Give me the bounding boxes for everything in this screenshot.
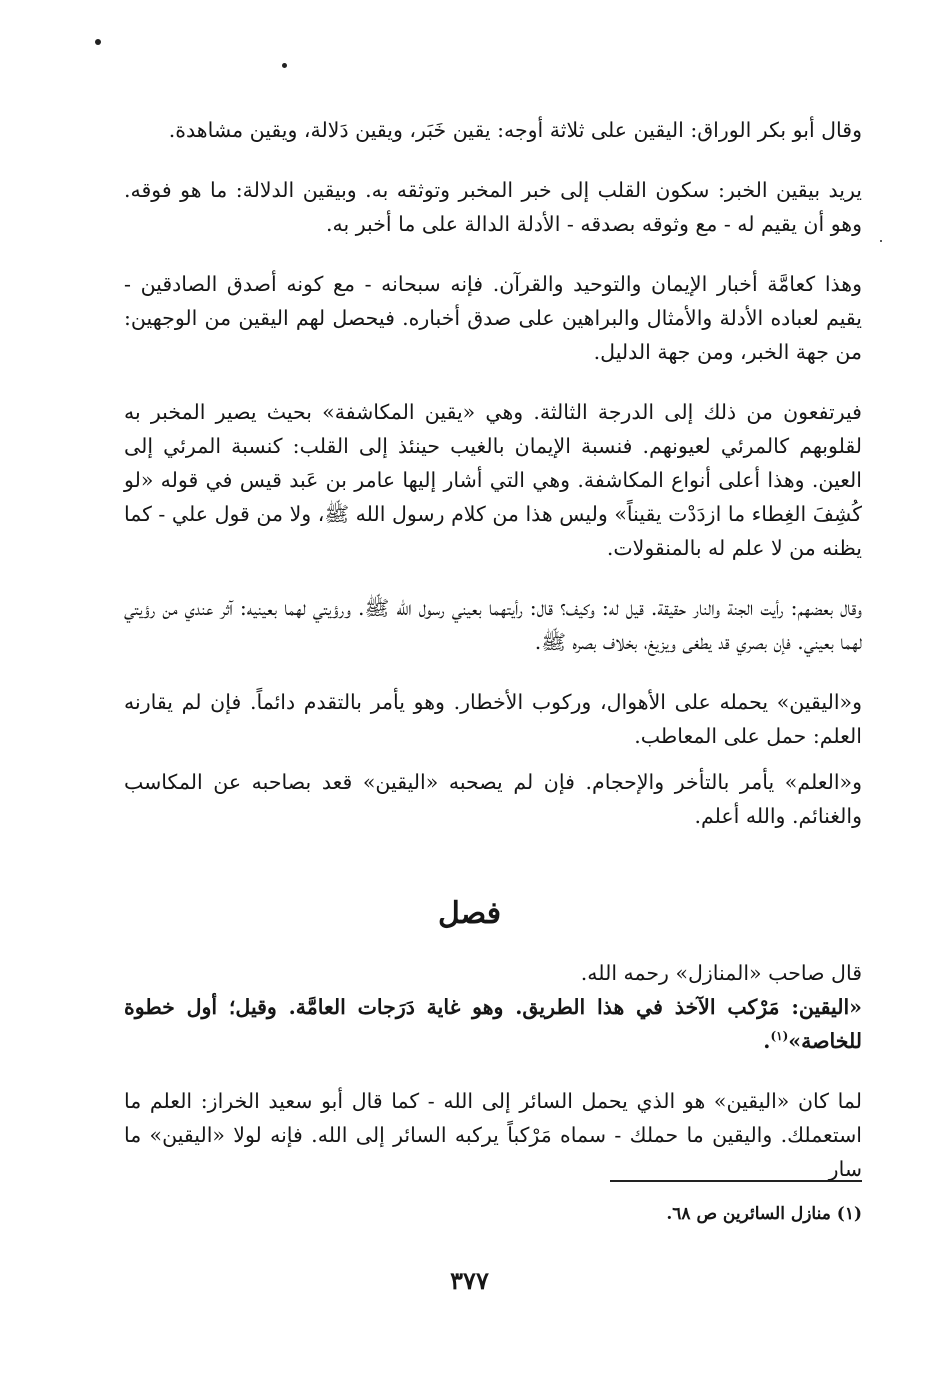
footnote-divider [610, 1180, 862, 1182]
paragraph-2: يريد بيقين الخبر: سكون القلب إلى خبر المخبر وتوثقه به. وبيقين الدلالة: ما هو فوقه. وهو أن يقيم له - مع وثوقه بصدقه - الأدلة الدالة على ما أخبر به. [124, 178, 862, 236]
footnote-reference: (١) [770, 1029, 789, 1044]
scan-speck-top-center [282, 63, 287, 68]
paragraph-1: وقال أبو بكر الوراق: اليقين على ثلاثة أوجه: يقين خَبَر، ويقين دَلالة، ويقين مشاهدة. [168, 118, 862, 142]
paragraph-3: وهذا كعامَّة أخبار الإيمان والتوحيد والقرآن. فإنه سبحانه - مع كونه أصدق الصادقين - يقيم لعباده الأدلة والأمثال والبراهين على صدق أخباره. فيحصل لهم اليقين من الوجهين: من جهة الخبر، ومن جهة الدليل. [124, 272, 862, 364]
closing-paragraph: لما كان «اليقين» هو الذي يحمل السائر إلى الله - كما قال أبو سعيد الخراز: العلم ما استعملك. واليقين ما حملك - سماه مَرْكباً يركبه السائر إلى الله. فإنه لولا «اليقين» ما سار [124, 1089, 862, 1181]
section-intro: قال صاحب «المنازل» رحمه الله. [580, 961, 862, 985]
footnote: (١) منازل السائرين ص ٦٨. [666, 1204, 862, 1224]
paragraph-6: و«اليقين» يحمله على الأهوال، وركوب الأخطار. وهو يأمر بالتقدم دائماً. فإن لم يقارنه العلم: حمل على المعاطب. [124, 690, 862, 748]
page-number: ٣٧٧ [450, 1266, 489, 1295]
scan-speck-margin [880, 240, 882, 242]
paragraph-7: و«العلم» يأمر بالتأخر والإحجام. فإن لم يصحبه «اليقين» قعد بصاحبه عن المكاسب والغنائم. والله أعلم. [124, 770, 862, 828]
bold-quote [124, 990, 862, 1058]
scan-speck-top-left [95, 39, 101, 45]
paragraph-4: فيرتفعون من ذلك إلى الدرجة الثالثة. وهي «يقين المكاشفة» بحيث يصير المخبر به لقلوبهم كالمرئي لعيونهم. فنسبة الإيمان بالغيب حينئذ إلى القلب: كنسبة المرئي إلى العين. وهذا أعلى أنواع المكاشفة. وهي التي أشار إليها عامر بن عَبد قيس في قوله «لو كُشِفَ الغِطاء ما ازدَدْت يقيناً» وليس هذا من كلام رسول الله ﷺ، ولا من قول علي - كما يظنه من لا علم له بالمنقولات. [124, 400, 862, 560]
main-text-upper [124, 113, 862, 833]
main-text-lower [124, 956, 862, 1186]
bold-quote-end: . [763, 1029, 771, 1053]
paragraph-5: وقال بعضهم: رأيت الجنة والنار حقيقة. قيل له: وكيف؟ قال: رأيتهما بعيني رسول الله ﷺ. ورؤيتي لهما بعينيه: آثر عندي من رؤيتي لهما بعيني. فإن بصري قد يطغى ويزيغ، بخلاف بصره ﷺ. [124, 596, 862, 654]
section-heading: فصل [437, 896, 502, 931]
bold-quote-text: «اليقين: مَرْكب الآخذ في هذا الطريق. وهو غاية دَرَجات العامَّة. وقيل؛ أول خطوة للخاصة» [124, 995, 862, 1053]
